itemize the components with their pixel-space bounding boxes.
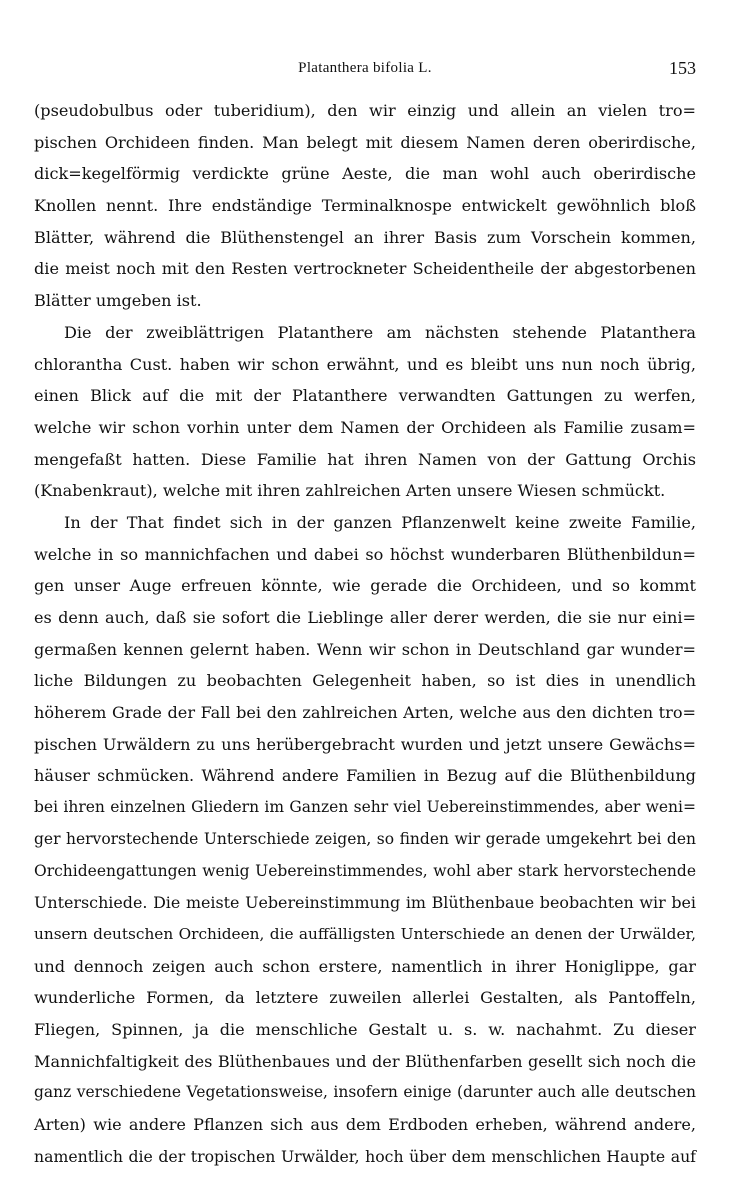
text-line: Arten) wie andere Pflanzen sich aus dem Erdboden erheben, während andere, [34, 1115, 696, 1134]
text-line: Mannichfaltigkeit des Blüthenbaues und der Blüthenfarben gesellt sich noch die [34, 1051, 696, 1071]
text-line: liche Bildungen zu beobachten Gelegenheit haben, so ist dies in unendlich [34, 671, 696, 691]
text-line: namentlich die der tropischen Urwälder, hoch über dem menschlichen Haupte auf [34, 1146, 696, 1166]
text-line: ganz verschiedene Vegetationsweise, insofern einige (darunter auch alle deutschen [34, 1083, 696, 1102]
text-line: dick=kegelförmig verdickte grüne Aeste, die man wohl auch oberirdische [34, 164, 696, 184]
text-line: gen unser Auge erfreuen könnte, wie gerade die Orchideen, und so kommt [34, 576, 696, 596]
text-line: Die der zweiblättrigen Platanthere am nächsten stehende Platanthera [64, 322, 696, 342]
text-line: Knollen nennt. Ihre endständige Terminalknospe entwickelt gewöhnlich bloß [34, 196, 696, 216]
text-line: In der That findet sich in der ganzen Pflanzenwelt keine zweite Familie, [64, 512, 696, 532]
text-line: Unterschiede. Die meiste Uebereinstimmung im Blüthenbaue beobachten wir bei [34, 893, 696, 913]
text-line: Blätter umgeben ist. [34, 291, 202, 311]
paragraph-1 [34, 95, 696, 317]
text-line: unsern deutschen Orchideen, die auffälligsten Unterschiede an denen der Urwälder, [34, 924, 696, 943]
text-line: Fliegen, Spinnen, ja die menschliche Gestalt u. s. w. nachahmt. Zu dieser [34, 1019, 696, 1039]
body-text [34, 95, 696, 1172]
text-line: (pseudobulbus oder tuberidium), den wir einzig und allein an vielen tro= [34, 101, 696, 120]
text-line: ger hervorstechende Unterschiede zeigen, so finden wir gerade umgekehrt bei den [34, 829, 696, 848]
text-line: Orchideengattungen wenig Uebereinstimmendes, wohl aber stark hervorstechende [34, 861, 696, 880]
paragraph-3 [34, 507, 696, 1172]
text-line: die meist noch mit den Resten vertrockneter Scheidentheile der abgestorbenen [34, 259, 696, 279]
text-line: Blätter, während die Blüthenstengel an ihrer Basis zum Vorschein kommen, [34, 227, 696, 247]
text-line: (Knabenkraut), welche mit ihren zahlreichen Arten unsere Wiesen schmückt. [34, 481, 666, 501]
text-line: chlorantha Cust. haben wir schon erwähnt, und es bleibt uns nun noch übrig, [34, 354, 696, 374]
running-title: Platanthera bifolia L. [298, 60, 432, 76]
text-line: wunderliche Formen, da letztere zuweilen allerlei Gestalten, als Pantoffeln, [34, 988, 696, 1008]
text-line: welche in so mannichfachen und dabei so höchst wunderbaren Blüthenbildun= [34, 544, 696, 564]
text-line: häuser schmücken. Während andere Familien in Bezug auf die Blüthenbildung [34, 766, 696, 786]
text-line: einen Blick auf die mit der Platanthere verwandten Gattungen zu werfen, [34, 386, 696, 406]
text-line: pischen Urwäldern zu uns herübergebracht wurden und jetzt unsere Gewächs= [34, 734, 696, 754]
text-line: welche wir schon vorhin unter dem Namen der Orchideen als Familie zusam= [34, 417, 696, 437]
paragraph-2 [34, 317, 696, 507]
text-line: mengefaßt hatten. Diese Familie hat ihren Namen von der Gattung Orchis [34, 449, 696, 469]
text-line: bei ihren einzelnen Gliedern im Ganzen sehr viel Uebereinstimmendes, aber weni= [34, 798, 696, 817]
text-line: höherem Grade der Fall bei den zahlreichen Arten, welche aus den dichten tro= [34, 703, 696, 723]
text-line: es denn auch, daß sie sofort die Lieblinge aller derer werden, die sie nur eini= [34, 608, 696, 627]
running-head [34, 60, 696, 84]
text-line: pischen Orchideen finden. Man belegt mit diesem Namen deren oberirdische, [34, 132, 696, 152]
page-number: 153 [669, 58, 696, 78]
text-line: und dennoch zeigen auch schon erstere, namentlich in ihrer Honiglippe, gar [34, 956, 696, 976]
text-line: germaßen kennen gelernt haben. Wenn wir schon in Deutschland gar wunder= [34, 639, 696, 659]
